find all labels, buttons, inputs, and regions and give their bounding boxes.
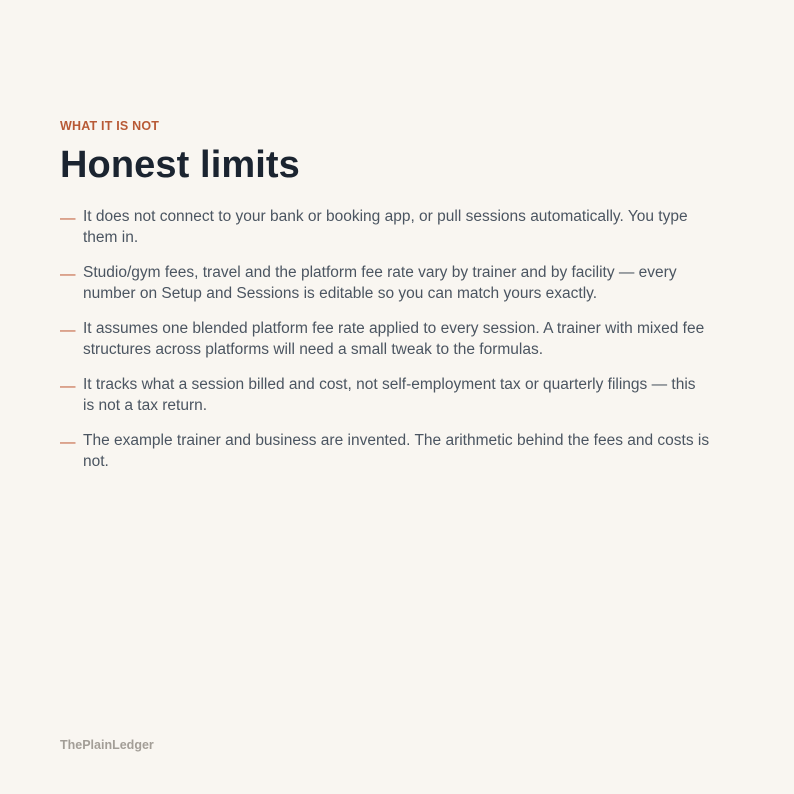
limits-list	[60, 206, 710, 472]
list-item	[60, 374, 710, 416]
dash-bullet-icon: —	[60, 434, 76, 451]
dash-bullet-icon: —	[60, 266, 76, 283]
dash-bullet-icon: —	[60, 322, 76, 339]
limits-section	[60, 119, 710, 486]
list-item	[60, 262, 710, 304]
list-item	[60, 318, 710, 360]
page-title: Honest limits	[60, 144, 300, 186]
section-eyebrow: WHAT IT IS NOT	[60, 119, 160, 133]
dash-bullet-icon: —	[60, 378, 76, 395]
list-item	[60, 206, 710, 248]
list-item-text: It tracks what a session billed and cost, not self-employment tax or quarterly filings — this is not a tax return.	[83, 376, 696, 414]
list-item	[60, 430, 710, 472]
footer-brand: ThePlainLedger	[60, 738, 154, 752]
list-item-text: It does not connect to your bank or booking app, or pull sessions automatically. You type them in.	[83, 208, 688, 246]
list-item-text: The example trainer and business are invented. The arithmetic behind the fees and costs is not.	[83, 432, 710, 470]
list-item-text: Studio/gym fees, travel and the platform fee rate vary by trainer and by facility — every number on Setup and Sessions is editable so you can match yours exactly.	[83, 264, 677, 302]
dash-bullet-icon: —	[60, 210, 76, 227]
list-item-text: It assumes one blended platform fee rate applied to every session. A trainer with mixed fee structures across platforms will need a small tweak to the formulas.	[83, 320, 705, 358]
